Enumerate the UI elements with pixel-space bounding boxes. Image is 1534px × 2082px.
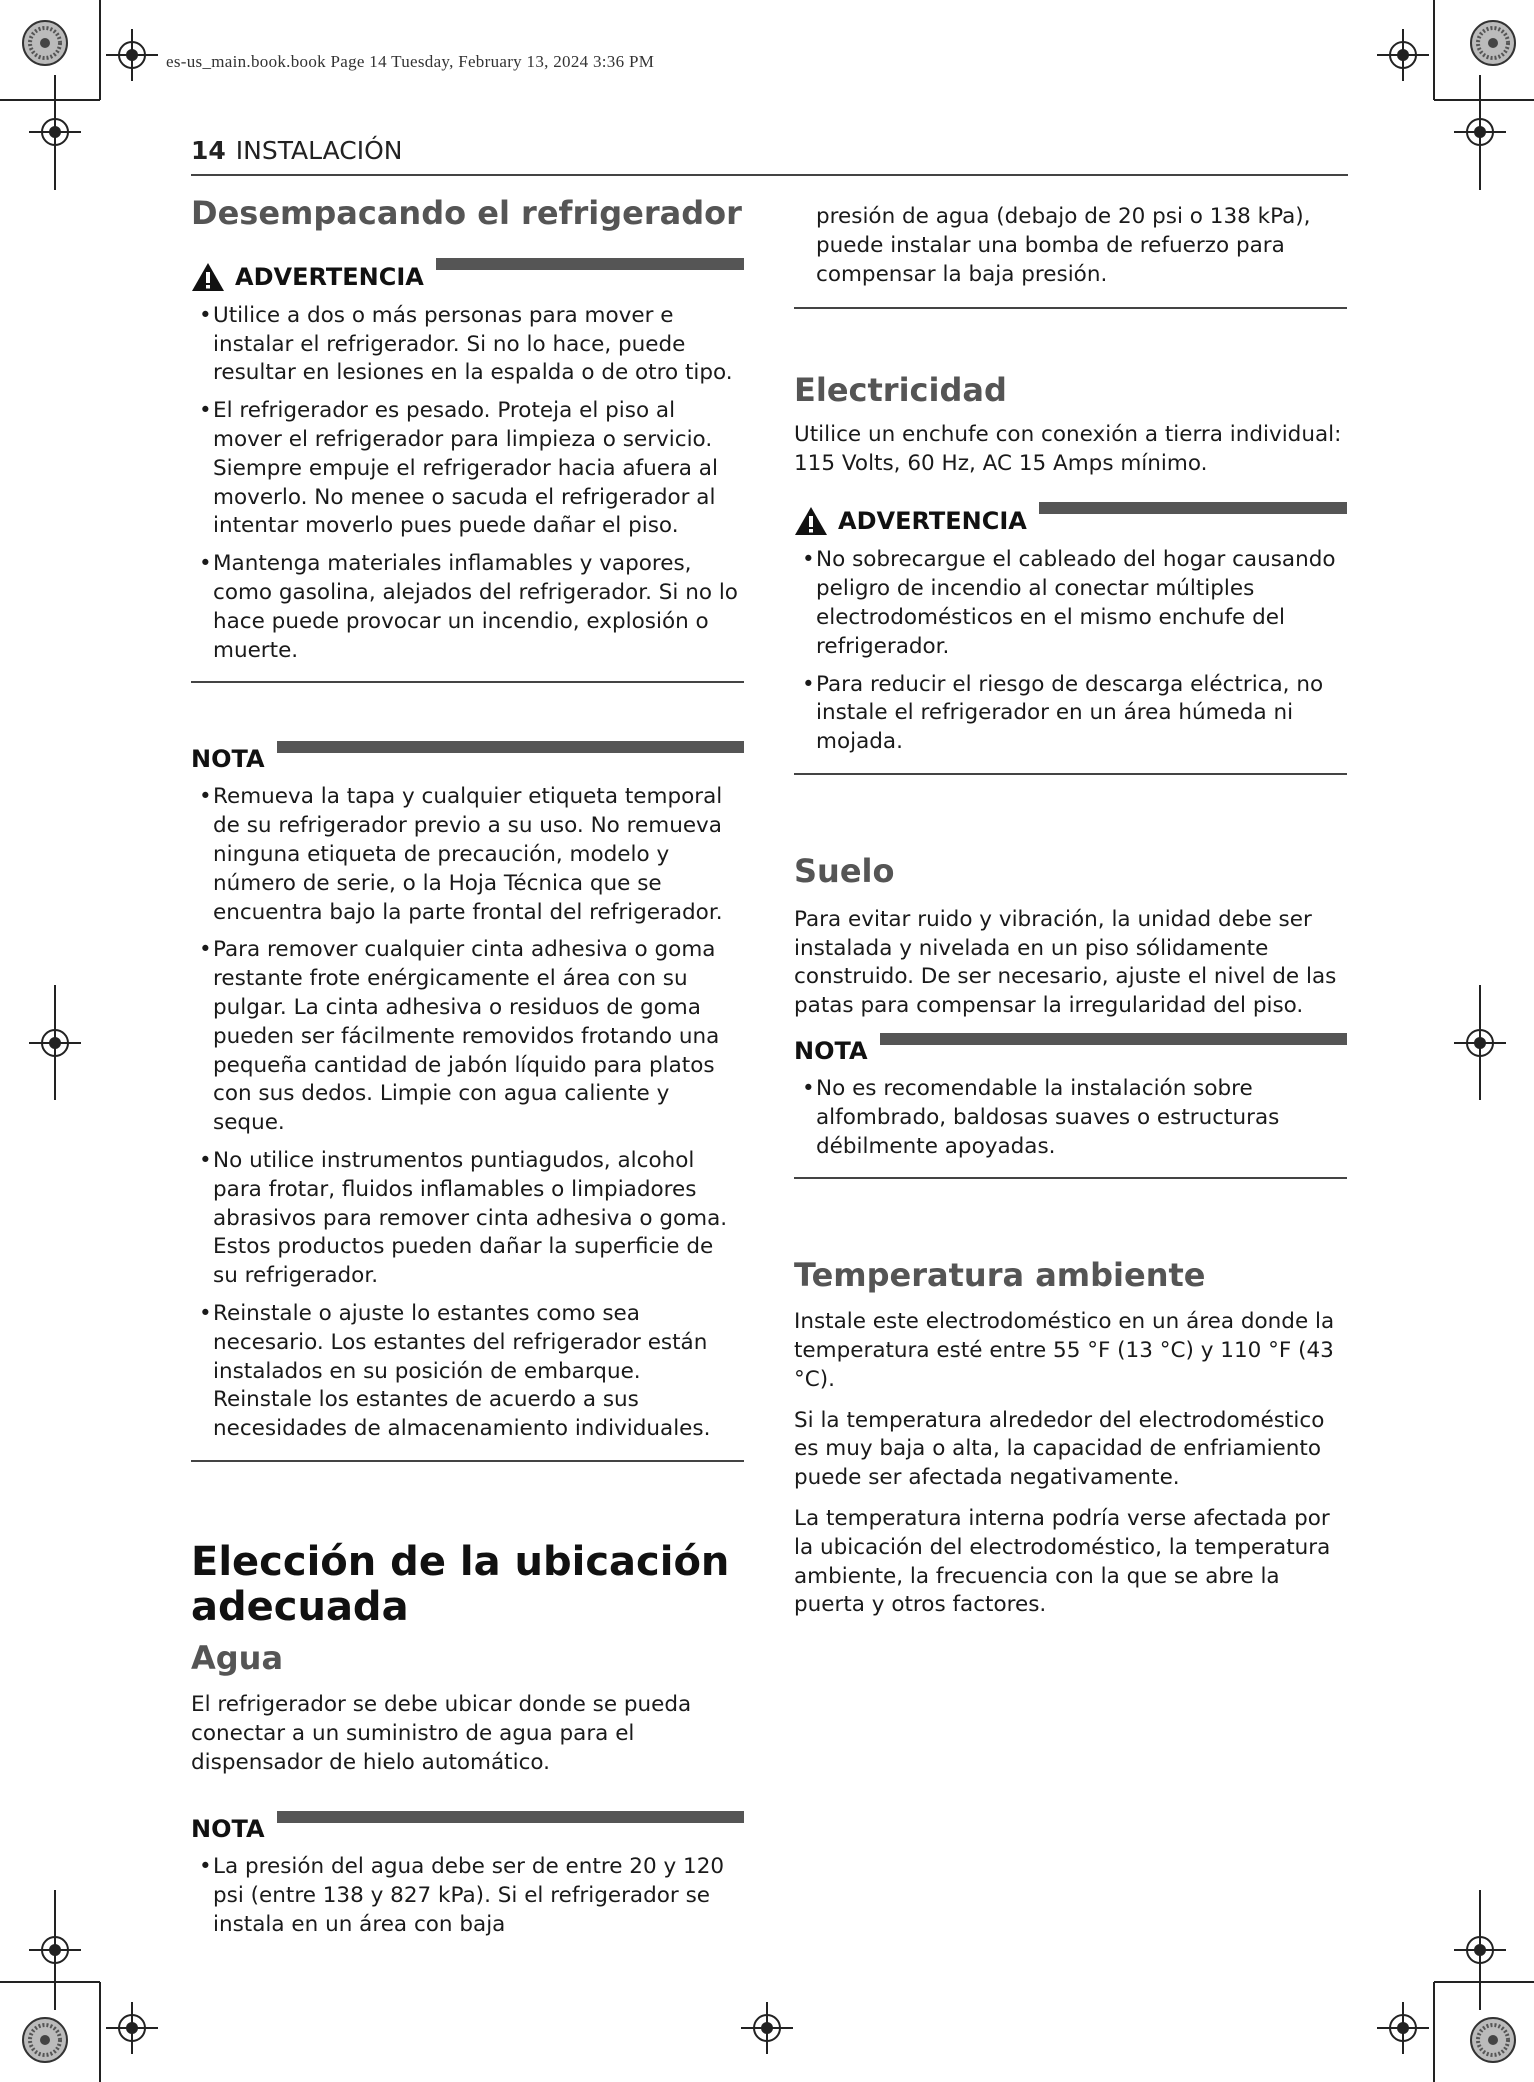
note-box bbox=[191, 1811, 744, 1939]
box-rule bbox=[277, 1811, 744, 1823]
note-label: NOTA bbox=[191, 1815, 265, 1844]
color-wheel-icon bbox=[23, 2018, 67, 2062]
list-item: • El refrigerador es pesado. Proteja el piso al mover el refrigerador para limpieza o servicio. Siempre empuje el refrigerador hacia afuera al moverlo. No menee o sacuda el refrigerador al intentar moverlo pues puede dañar el piso. bbox=[191, 397, 744, 541]
note-continued-text: presión de agua (debajo de 20 psi o 138 kPa), puede instalar una bomba de refuerzo para compensar la baja presión. bbox=[816, 204, 1311, 287]
warning-box bbox=[191, 258, 744, 684]
list-item: • Mantenga materiales inflamables y vapores, como gasolina, alejados del refrigerador. Si no lo hace puede provocar un incendio, explosión o muerte. bbox=[191, 550, 744, 665]
note-label: NOTA bbox=[794, 1036, 868, 1065]
list-item: • Remueva la tapa y cualquier etiqueta temporal de su refrigerador previo a su uso. No remueva ninguna etiqueta de precaución, modelo y número de serie, o la Hoja Técnica que se encuentra bajo la parte frontal del refrigerador. bbox=[191, 783, 744, 927]
location-heading: Elección de la ubicación adecuada bbox=[191, 1538, 730, 1631]
note-box-continued bbox=[794, 203, 1347, 309]
temperature-paragraph: Si la temperatura alrededor del electrodoméstico es muy baja o alta, la capacidad de enfriamiento puede ser afectada negativamente. bbox=[794, 1407, 1325, 1491]
box-rule bbox=[277, 741, 744, 753]
registration-mark-icon bbox=[1377, 2002, 1429, 2054]
note-box bbox=[794, 1033, 1347, 1179]
color-wheel-icon bbox=[1471, 2018, 1515, 2062]
box-rule bbox=[1039, 502, 1347, 514]
water-paragraph: El refrigerador se debe ubicar donde se pueda conectar a un suministro de agua para el dispensador de hielo automático. bbox=[191, 1692, 692, 1775]
electric-heading: Electricidad bbox=[794, 371, 1007, 409]
list-item: • Para reducir el riesgo de descarga eléctrica, no instale el refrigerador en un área húmeda ni mojada. bbox=[794, 671, 1347, 757]
temperature-paragraph: Instale este electrodoméstico en un área donde la temperatura esté entre 55 °F (13 °C) y 110 °F (43 °C). bbox=[794, 1309, 1335, 1392]
registration-mark-icon bbox=[1377, 29, 1429, 81]
unpack-heading: Desempacando el refrigerador bbox=[191, 194, 742, 232]
temperature-paragraph: La temperatura interna podría verse afectada por la ubicación del electrodoméstico, la temperatura ambiente, la frecuencia con la que se abre la puerta y otros factores. bbox=[794, 1505, 1331, 1618]
page-number: 14 bbox=[191, 136, 226, 165]
list-item: • No utilice instrumentos puntiagudos, alcohol para frotar, fluidos inflamables o limpiadores abrasivos para remover cinta adhesiva o goma. Estos productos pueden dañar la superficie de su refrigerador. bbox=[191, 1147, 744, 1291]
list-item: • Reinstale o ajuste lo estantes como sea necesario. Los estantes del refrigerador están instalados en su posición de embarque. Reinstale los estantes de acuerdo a sus necesidades de almacenamiento individuales. bbox=[191, 1300, 744, 1444]
color-wheel-icon bbox=[1471, 21, 1515, 65]
box-rule bbox=[880, 1033, 1347, 1045]
list-item: • Utilice a dos o más personas para mover e instalar el refrigerador. Si no lo hace, puede resultar en lesiones en la espalda o de otro tipo. bbox=[191, 302, 744, 388]
color-wheel-icon bbox=[23, 21, 67, 65]
print-slug: es-us_main.book.book Page 14 Tuesday, February 13, 2024 3:36 PM bbox=[163, 52, 657, 72]
section-title: INSTALACIÓN bbox=[235, 136, 403, 165]
water-heading: Agua bbox=[191, 1639, 284, 1678]
warning-box bbox=[794, 502, 1347, 775]
registration-mark-icon bbox=[106, 29, 158, 81]
warning-label: ADVERTENCIA bbox=[838, 507, 1027, 536]
list-item: • No sobrecargue el cableado del hogar causando peligro de incendio al conectar múltiples electrodomésticos en el mismo enchufe del refrigerador. bbox=[794, 546, 1347, 661]
left-column bbox=[191, 195, 744, 1949]
registration-mark-icon bbox=[741, 2002, 793, 2054]
temperature-heading: Temperatura ambiente bbox=[794, 1256, 1206, 1295]
warning-label: ADVERTENCIA bbox=[235, 262, 424, 291]
note-box bbox=[191, 741, 744, 1462]
floor-paragraph: Para evitar ruido y vibración, la unidad debe ser instalada y nivelada en un piso sólidamente construido. De ser necesario, ajuste el nivel de las patas para compensar la irregularidad del piso. bbox=[794, 906, 1337, 1019]
warning-triangle-icon bbox=[794, 506, 828, 536]
list-item: • No es recomendable la instalación sobre alfombrado, baldosas suaves o estructuras débilmente apoyadas. bbox=[794, 1075, 1347, 1161]
electric-paragraph: Utilice un enchufe con conexión a tierra individual: 115 Volts, 60 Hz, AC 15 Amps mínimo. bbox=[794, 421, 1342, 476]
right-column bbox=[794, 372, 1347, 1632]
floor-heading: Suelo bbox=[794, 851, 895, 890]
registration-mark-icon bbox=[106, 2002, 158, 2054]
list-item: • La presión del agua debe ser de entre 20 y 120 psi (entre 138 y 827 kPa). Si el refrigerador se instala en un área con baja bbox=[191, 1853, 744, 1939]
box-rule bbox=[436, 258, 744, 270]
warning-triangle-icon bbox=[191, 262, 225, 292]
page-header bbox=[191, 136, 1348, 176]
note-label: NOTA bbox=[191, 745, 265, 774]
list-item: • Para remover cualquier cinta adhesiva o goma restante frote enérgicamente el área con su pulgar. La cinta adhesiva o residuos de goma pueden ser fácilmente removidos frotando una pequeña cantidad de jabón líquido para platos con sus dedos. Limpie con agua caliente y seque. bbox=[191, 936, 744, 1138]
right-column-top bbox=[794, 203, 1347, 327]
